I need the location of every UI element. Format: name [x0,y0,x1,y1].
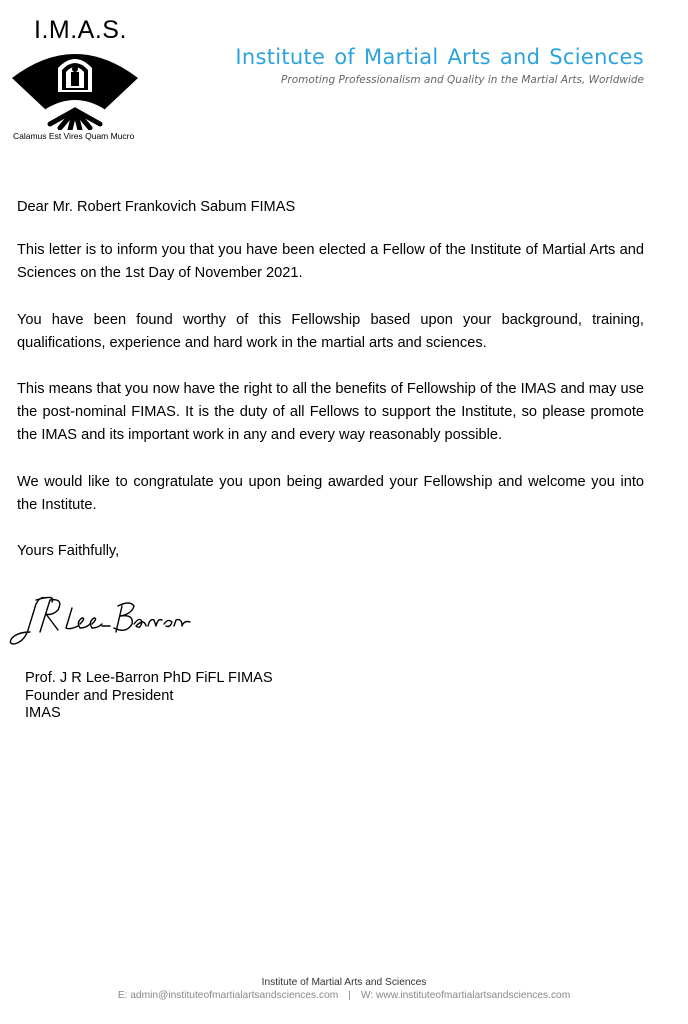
footer-org-name: Institute of Martial Arts and Sciences [261,977,427,988]
footer-separator: | [348,990,351,1001]
footer-contact [0,989,688,1002]
paragraph: This means that you now have the right to all the benefits of Fellowship of the IMAS and may use the post-nominal FIMAS. It is the duty of all Fellows to support the Institute, so please promote the IMAS and its important work in any and every way reasonably possible. [17,381,644,443]
fan-emblem-icon [8,48,143,130]
signatory-name: Prof. J R Lee-Barron PhD FiFL FIMAS [25,670,273,686]
footer [0,976,688,1002]
signature-block [25,670,273,723]
logo [8,12,158,142]
logo-title: I.M.A.S. [34,16,127,44]
signatory-org: IMAS [25,705,61,721]
closing: Yours Faithfully, [17,543,120,559]
paragraph: You have been found worthy of this Fellowship based upon your background, training, qualifications, experience and hard work in the martial arts and sciences. [17,311,644,351]
signatory-role: Founder and President [25,687,174,704]
footer-website: W: www.instituteofmartialartsandsciences.com [360,990,571,1001]
salutation: Dear Mr. Robert Frankovich Sabum FIMAS [17,199,296,215]
org-name: Institute of Martial Arts and Sciences [235,45,644,69]
letter-body [17,196,644,587]
org-tagline: Promoting Professionalism and Quality in the Martial Arts, Worldwide [281,74,644,86]
logo-motto: Calamus Est Vires Quam Mucro [13,131,135,141]
handwritten-signature [6,592,196,652]
paragraph: We would like to congratulate you upon being awarded your Fellowship and welcome you into the Institute. [17,473,644,513]
footer-email: E: admin@instituteofmartialartsandsciences.com [117,990,339,1001]
paragraph: This letter is to inform you that you have been elected a Fellow of the Institute of Martial Arts and Sciences on the 1st Day of November 2021. [17,242,644,281]
